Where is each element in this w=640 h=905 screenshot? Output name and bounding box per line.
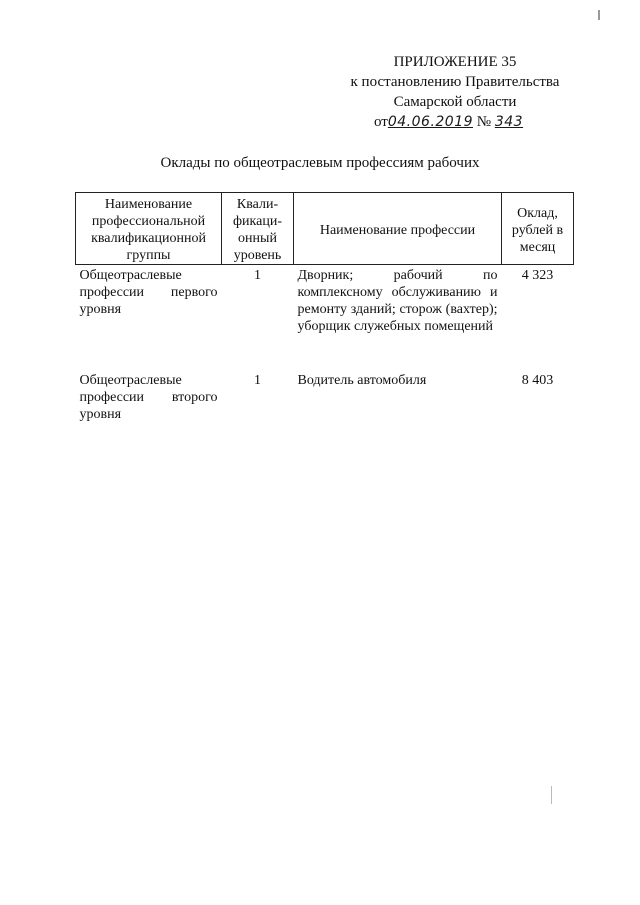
group-name-cell: Общеотраслевые профессии первого уровня: [79, 268, 218, 317]
profession-cell: Водитель автомобиля: [297, 373, 427, 388]
level-cell: 1: [254, 268, 261, 283]
profession-cell: Дворник; рабочий по комплексному обслуживанию и ремонту зданий; сторож (вахтер); уборщик служебных помещений: [297, 268, 498, 334]
header-qualification-level: Квали-фикаци-онный уровень: [222, 193, 294, 265]
appendix-header: [340, 52, 570, 132]
date-prefix: от: [374, 114, 388, 130]
region-name: Самарской области: [393, 94, 517, 110]
table-row: [76, 370, 574, 423]
table-row: [76, 265, 574, 371]
header-salary: Оклад, рублей в месяц: [502, 193, 574, 265]
appendix-label: ПРИЛОЖЕНИЕ 35: [393, 54, 517, 70]
group-name-cell: Общеотраслевые профессии второго уровня: [79, 373, 218, 422]
scan-mark: [598, 10, 600, 20]
handwritten-number: 343: [494, 114, 524, 130]
table-header-row: [76, 193, 574, 265]
level-cell: 1: [254, 373, 261, 388]
scan-mark: [551, 786, 552, 804]
salary-cell: 4 323: [521, 268, 554, 283]
salary-table: [75, 192, 574, 423]
header-group-name: Наименование профессиональной квалификационной группы: [76, 193, 222, 265]
resolution-reference: к постановлению Правительства: [350, 74, 560, 90]
header-profession-name: Наименование профессии: [294, 193, 502, 265]
document-title: Оклады по общеотраслевым профессиям рабочих: [160, 155, 480, 171]
handwritten-date: 04.06.2019: [387, 114, 474, 130]
salary-cell: 8 403: [521, 373, 554, 388]
date-number-line: [340, 112, 570, 132]
number-prefix: №: [476, 114, 492, 130]
